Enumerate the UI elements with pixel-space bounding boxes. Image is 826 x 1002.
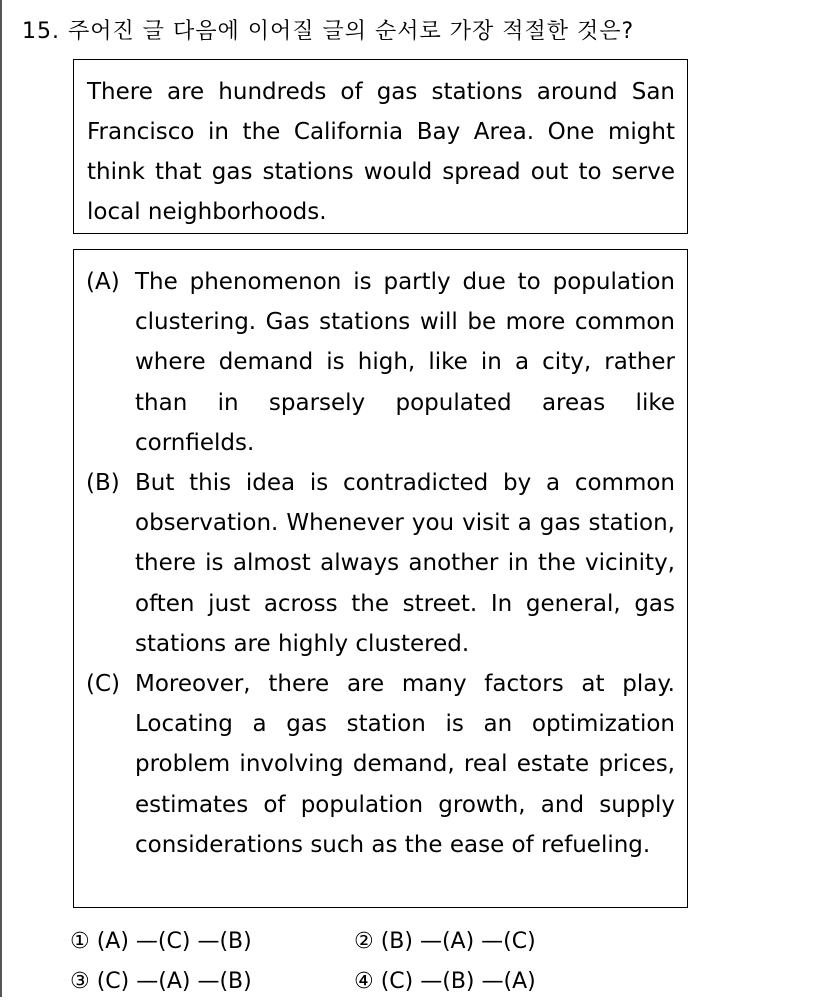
intro-passage-text: There are hundreds of gas stations around San Francisco in the California Bay Area. One might think that gas stations would spread out to serve local neighborhoods.	[87, 79, 675, 225]
question-header	[22, 14, 822, 45]
paragraph-c-label: (C)	[86, 671, 121, 698]
page-left-rule	[0, 0, 2, 997]
paragraph-c	[86, 664, 675, 865]
answer-choices	[70, 922, 770, 1002]
paragraph-b	[86, 463, 675, 664]
choice-4[interactable]: ④ (C) —(B) —(A)	[354, 969, 536, 994]
paragraph-a-text: The phenomenon is partly due to population clustering. Gas stations will be more common where demand is high, like in a city, rather than in sparsely populated areas like cornfields.	[135, 269, 675, 456]
paragraph-b-text: But this idea is contradicted by a common observation. Whenever you visit a gas station, there is almost always another in the vicinity, often just across the street. In general, gas stations are highly clustered.	[135, 470, 675, 657]
paragraph-a-label: (A)	[86, 269, 120, 295]
paragraph-a	[86, 262, 675, 463]
question-number: 15.	[22, 19, 60, 44]
choice-2[interactable]: ② (B) —(A) —(C)	[354, 929, 536, 954]
choice-row	[70, 962, 770, 1002]
question-prompt: 주어진 글 다음에 이어질 글의 순서로 가장 적절한 것은?	[68, 19, 635, 44]
ordering-passage-box	[73, 249, 688, 908]
paragraph-b-label: (B)	[86, 470, 120, 497]
choice-1[interactable]: ① (A) —(C) —(B)	[70, 929, 252, 954]
choice-row	[70, 922, 770, 962]
choice-3[interactable]: ③ (C) —(A) —(B)	[70, 969, 252, 994]
paragraph-c-text: Moreover, there are many factors at play. Locating a gas station is an optimization problem involving demand, real estate prices, estimates of population growth, and supply considerations such as the ease of refueling.	[135, 671, 675, 858]
intro-passage-box	[73, 59, 688, 234]
